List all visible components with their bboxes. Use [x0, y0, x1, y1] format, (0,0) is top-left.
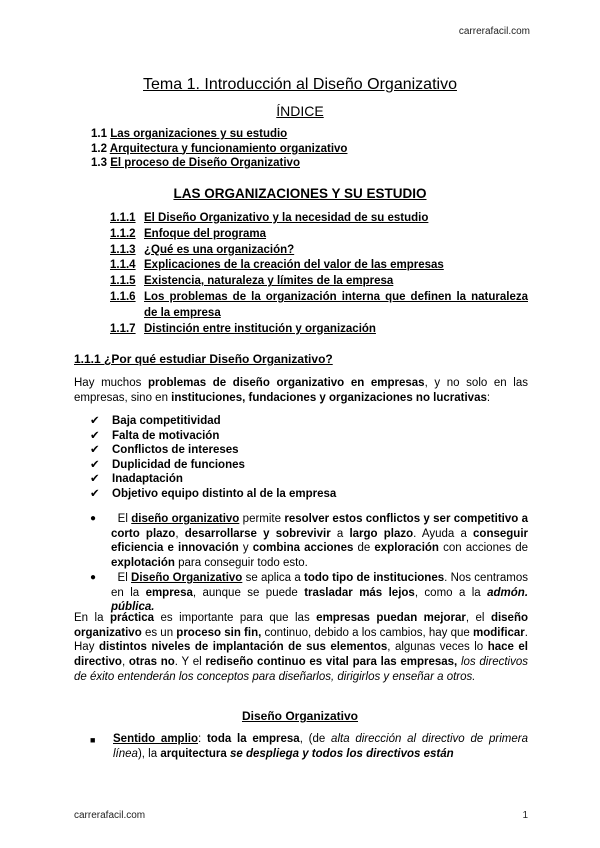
square-bullet-item: ■ Sentido amplio: toda la empresa, (de alta dirección al directivo de primera línea), la arquitectura se despliega y todos los directivos están: [90, 733, 528, 760]
intro-paragraph: Hay muchos problemas de diseño organizativo en empresas, y no solo en las empresas, sino en instituciones, fundaciones y organizaciones no lucrativas:: [74, 377, 529, 404]
bullet-item: ● El Diseño Organizativo se aplica a todo tipo de instituciones. Nos centramos en la empresa, aunque se puede trasladar más lejos, como a la admón. pública.: [90, 571, 529, 614]
checklist-item: ✔ Baja competitividad: [90, 415, 221, 427]
check-icon: ✔: [90, 473, 100, 486]
toc-sub-item[interactable]: 1.1.1 El Diseño Organizativo y la necesidad de su estudio: [110, 212, 429, 224]
toc-sub-item[interactable]: 1.1.3 ¿Qué es una organización?: [110, 243, 295, 256]
toc-sub-item[interactable]: 1.1.6 Los problemas de la organización interna que definen la naturaleza de la empresa: [110, 290, 528, 319]
toc-main: [91, 127, 347, 171]
toc-sub-item[interactable]: 1.1.5 Existencia, naturaleza y límites de la empresa: [110, 275, 394, 288]
toc-main-item[interactable]: 1.1 Las organizaciones y su estudio: [91, 128, 288, 140]
bullet-icon: ●: [90, 571, 97, 583]
toc-main-item[interactable]: 1.3 El proceso de Diseño Organizativo: [91, 157, 300, 169]
index-heading: ÍNDICE: [276, 103, 324, 119]
checklist-item: ✔ Conflictos de intereses: [90, 444, 239, 457]
bullet-list: [90, 512, 528, 615]
toc-sub-item[interactable]: 1.1.7 Distinción entre institución y organización: [110, 322, 376, 335]
practice-paragraph: En la práctica es importante para que las empresas puedan mejorar, el diseño organizativo es un proceso sin fin, continuo, debido a los cambios, hay que modificar. Hay distintos niveles de implantación de sus elementos, algunas veces lo hace el directivo, otras no. Y el rediseño continuo es vital para las empresas, los directivos de éxito entenderán los conceptos para diseñarlos, dirigirlos y enseñar a otros.: [74, 612, 528, 683]
check-icon: ✔: [90, 429, 100, 442]
check-icon: ✔: [90, 444, 100, 457]
toc-sub-item[interactable]: 1.1.4 Explicaciones de la creación del valor de las empresas: [110, 259, 444, 272]
section-heading: LAS ORGANIZACIONES Y SU ESTUDIO: [173, 186, 427, 201]
toc-main-item[interactable]: 1.2 Arquitectura y funcionamiento organizativo: [91, 142, 348, 155]
check-icon: ✔: [90, 458, 100, 471]
check-icon: ✔: [90, 487, 100, 500]
bullet-icon: ●: [90, 513, 97, 524]
checklist-item: ✔ Falta de motivación: [90, 429, 220, 442]
bullet-item: ● El diseño organizativo permite resolver estos conflictos y ser competitivo a corto plazo, desarrollarse y sobrevivir a largo plazo. Ayuda a conseguir eficiencia e innovación y combina acciones de exploración con acciones de explotación para conseguir todo esto.: [90, 513, 529, 570]
page-number: 1: [522, 810, 528, 821]
subheading: Diseño Organizativo: [241, 709, 359, 723]
toc-sub: [110, 211, 528, 337]
check-icon: ✔: [90, 415, 100, 427]
checklist-item: ✔ Duplicidad de funciones: [90, 458, 245, 471]
checklist-item: ✔ Inadaptación: [90, 473, 183, 486]
header-site: carrerafacil.com: [458, 26, 530, 37]
footer-site: carrerafacil.com: [74, 810, 146, 821]
square-bullet-icon: ■: [90, 735, 96, 745]
page-title: Tema 1. Introducción al Diseño Organizativo: [143, 76, 457, 93]
problems-checklist: [90, 414, 336, 502]
subsection-heading: 1.1.1 ¿Por qué estudiar Diseño Organizativo?: [74, 352, 333, 366]
toc-sub-item[interactable]: 1.1.2 Enfoque del programa: [110, 227, 267, 240]
checklist-item: ✔ Objetivo equipo distinto al de la empresa: [90, 487, 337, 500]
